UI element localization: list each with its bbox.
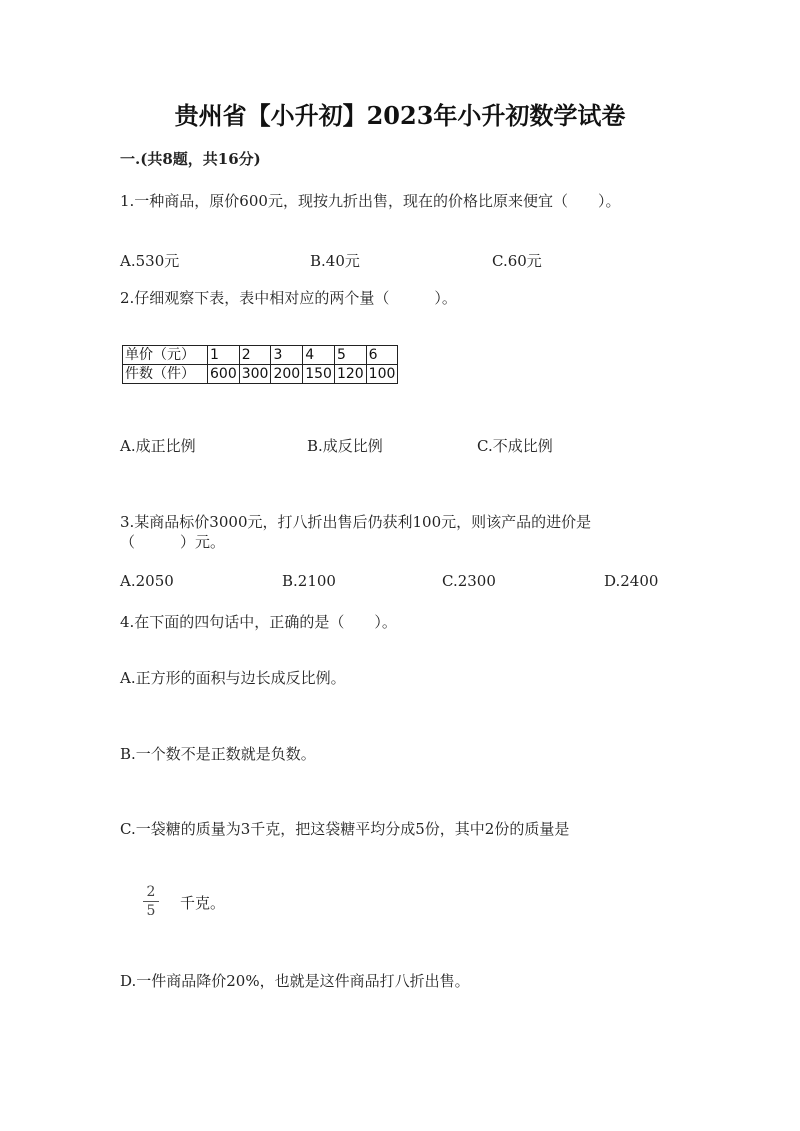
question-2-option-b: B.成反比例 [307, 437, 383, 455]
question-3-stem-line1: 3.某商品标价3000元，打八折出售后仍获利100元，则该产品的进价是 [120, 513, 592, 531]
question-4-option-c: C.一袋糖的质量为3千克，把这袋糖平均分成5份，其中2份的质量是 [120, 820, 570, 838]
page-title: 贵州省【小升初】2023年小升初数学试卷 [174, 101, 626, 130]
question-2-option-c: C.不成比例 [477, 437, 553, 455]
question-1-option-b: B.40元 [310, 252, 360, 270]
table-cell: 100 [366, 365, 398, 384]
table-cell: 120 [334, 365, 366, 384]
table-cell: 4 [303, 346, 335, 365]
question-4-option-c-unit: 千克。 [180, 894, 226, 912]
table-cell: 200 [271, 365, 303, 384]
table-cell: 6 [366, 346, 398, 365]
question-2-stem: 2.仔细观察下表，表中相对应的两个量（ ）。 [120, 289, 457, 307]
question-1-stem: 1.一种商品，原价600元，现按九折出售，现在的价格比原来便宜（ ）。 [120, 192, 621, 210]
table-cell: 600 [208, 365, 240, 384]
question-3-option-b: B.2100 [282, 572, 336, 590]
fraction-numerator: 2 [146, 884, 156, 900]
table-cell: 2 [239, 346, 271, 365]
question-4-option-b: B.一个数不是正数就是负数。 [120, 745, 316, 763]
question-3-option-d: D.2400 [604, 572, 659, 590]
table-cell: 3 [271, 346, 303, 365]
section-heading: 一.(共8题，共16分) [120, 150, 261, 168]
question-2-option-a: A.成正比例 [120, 437, 196, 455]
question-1-option-a: A.530元 [120, 252, 180, 270]
fraction-denominator: 5 [146, 903, 156, 919]
fraction-bar [143, 901, 159, 902]
question-1-option-c: C.60元 [492, 252, 542, 270]
fraction-two-fifths [143, 884, 159, 919]
question-3-stem-line2: （ ）元。 [120, 533, 226, 551]
table-cell: 150 [303, 365, 335, 384]
table-cell: 300 [239, 365, 271, 384]
table-row [123, 346, 398, 365]
table-row-header: 件数（件） [123, 365, 208, 384]
question-4-option-d: D.一件商品降价20%，也就是这件商品打八折出售。 [120, 972, 470, 990]
table-cell: 5 [334, 346, 366, 365]
question-3-option-c: C.2300 [442, 572, 496, 590]
price-quantity-table [122, 345, 398, 384]
question-4-option-a: A.正方形的面积与边长成反比例。 [120, 669, 346, 687]
question-3-option-a: A.2050 [120, 572, 174, 590]
table-row [123, 365, 398, 384]
question-4-stem: 4.在下面的四句话中，正确的是（ ）。 [120, 613, 397, 631]
table-cell: 1 [208, 346, 240, 365]
table-row-header: 单价（元） [123, 346, 208, 365]
